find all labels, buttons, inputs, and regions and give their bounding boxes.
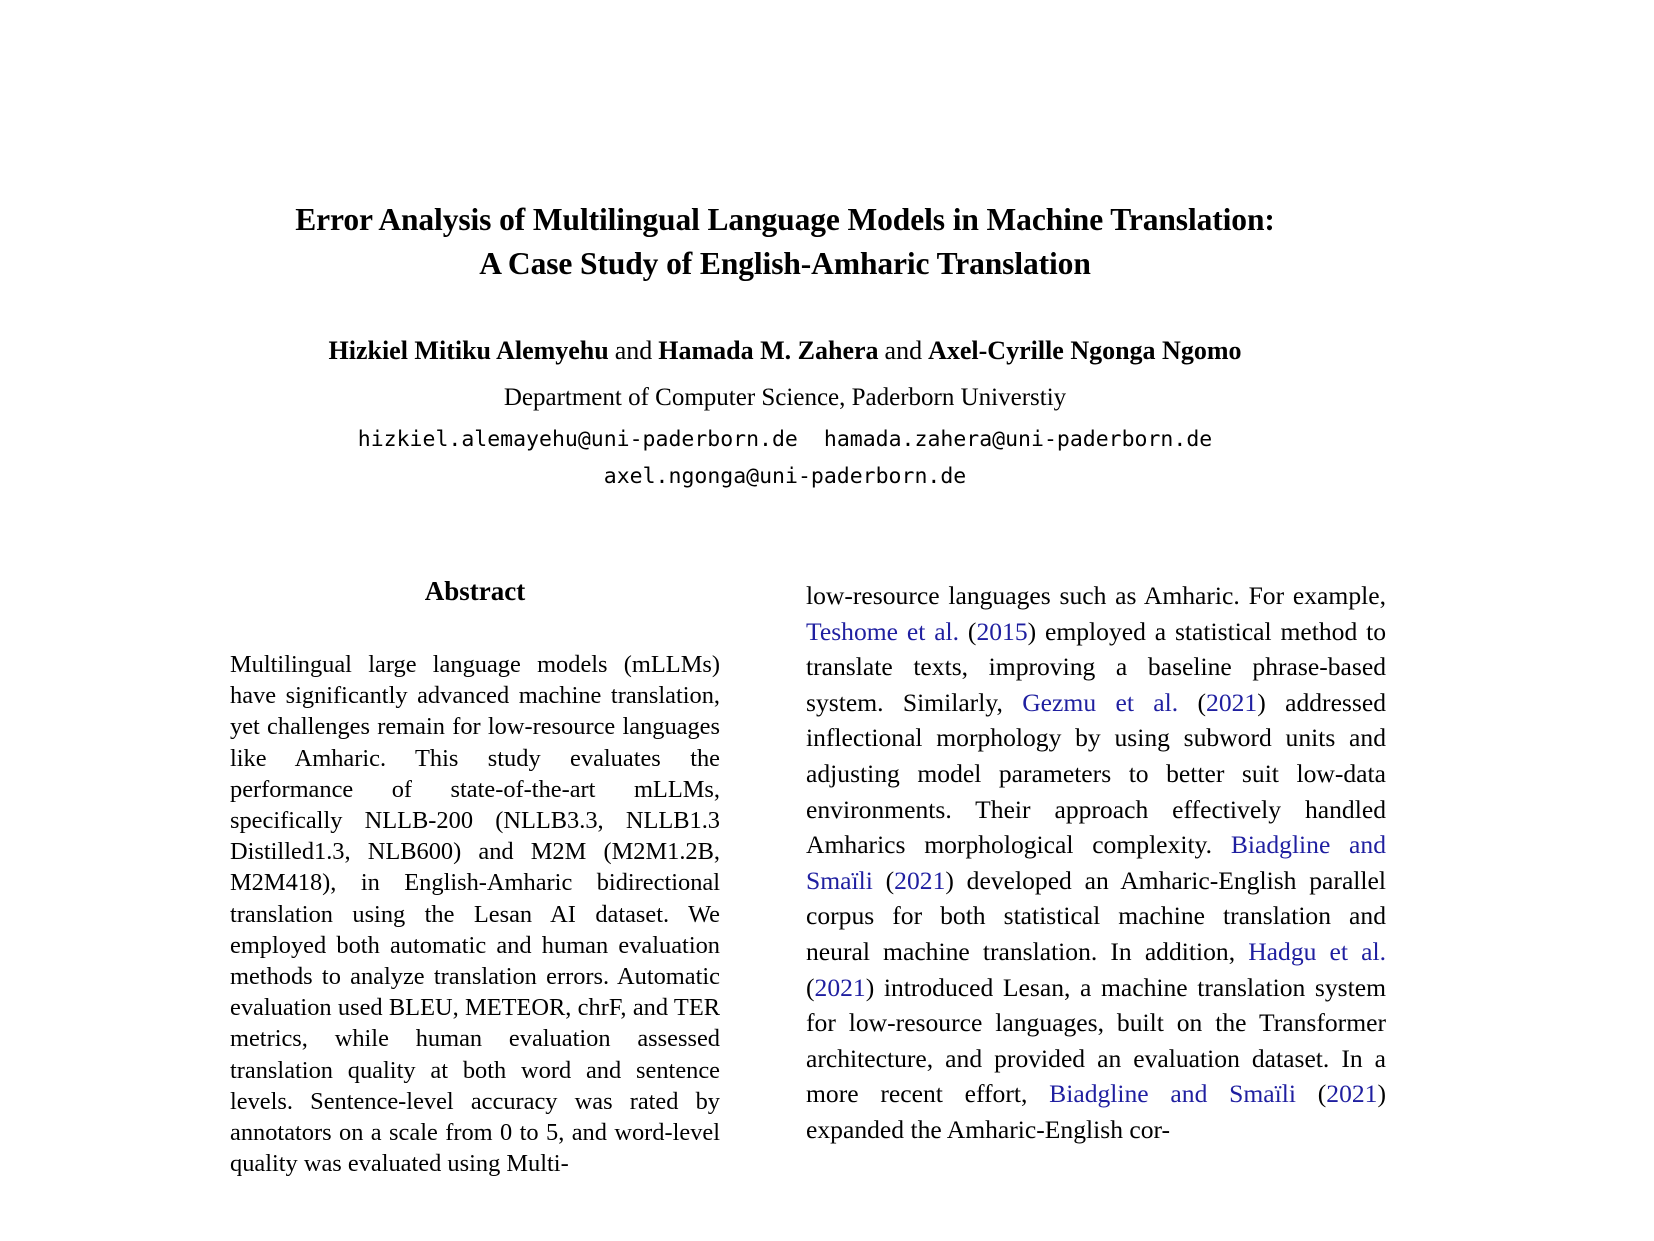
email-row-1 xyxy=(180,422,1390,459)
email-author-1[interactable]: hizkiel.alemayehu@uni-paderborn.de xyxy=(357,427,798,452)
page-title xyxy=(180,198,1390,286)
authors-block xyxy=(180,338,1390,496)
citation-link[interactable]: 2021 xyxy=(814,972,866,1002)
author-separator-2: and xyxy=(884,336,923,365)
citation-link[interactable]: 2021 xyxy=(1326,1079,1378,1109)
citation-link[interactable]: Gezmu et al. xyxy=(1022,687,1179,717)
author-2: Hamada M. Zahera xyxy=(658,336,879,365)
citation-link[interactable]: 2015 xyxy=(976,616,1028,646)
email-block xyxy=(180,422,1390,496)
left-column xyxy=(230,578,720,1241)
citation-link[interactable]: Teshome et al. xyxy=(806,616,960,646)
title-block xyxy=(180,198,1390,286)
title-line-2: A Case Study of English-Amharic Translation xyxy=(479,246,1091,282)
citation-link[interactable]: 2021 xyxy=(894,865,946,895)
email-row-2 xyxy=(180,459,1390,496)
abstract-text: Multilingual large language models (mLLMs) have significantly advanced machine translation, yet challenges remain for low-resource languages like Amharic. This study evaluates the performance of state-of-the-art mLLMs, specifically NLLB-200 (NLLB3.3, NLLB1.3 Distilled1.3, NLB600) and M2M (M2M1.2B, M2M418), in English-Amharic bidirectional translation using the Lesan AI dataset. We employed both automatic and human evaluation methods to analyze translation errors. Automatic evaluation used BLEU, METEOR, chrF, and TER metrics, while human evaluation assessed translation quality at both word and sentence levels. Sentence-level accuracy was rated by annotators on a scale from 0 to 5, and word-level quality was evaluated using Multi- xyxy=(230,651,720,1178)
author-separator-1: and xyxy=(614,336,653,365)
affiliation: Department of Computer Science, Paderborn Universtiy xyxy=(503,384,1067,411)
abstract-heading: Abstract xyxy=(424,578,526,606)
author-1: Hizkiel Mitiku Alemyehu xyxy=(328,336,609,365)
email-author-3[interactable]: axel.ngonga@uni-paderborn.de xyxy=(603,463,967,489)
email-author-2[interactable]: hamada.zahera@uni-paderborn.de xyxy=(823,427,1213,452)
citation-link[interactable]: 2021 xyxy=(1206,687,1258,717)
title-line-1: Error Analysis of Multilingual Language Models in Machine Translation: xyxy=(295,202,1275,237)
author-3: Axel-Cyrille Ngonga Ngomo xyxy=(928,336,1242,365)
body-columns xyxy=(0,578,1654,1241)
citation-link[interactable]: Biadgline and Smaïli xyxy=(806,830,1386,895)
author-list xyxy=(180,338,1390,364)
right-column xyxy=(806,578,1386,1241)
citation-link[interactable]: Biadgline and Smaïli xyxy=(1049,1079,1296,1109)
related-work-text: low-resource languages such as Amharic. For example, Teshome et al. (2015) employed a statistical method to translate texts, improving a baseline phrase-based system. Similarly, Gezmu et al. (2021) addressed inflectional morphology by using subword units and adjusting model parameters to better suit low-data environments. Their approach effectively handled Amharics morphological complexity. Biadgline and Smaïli (2021) developed an Amharic-English parallel corpus for both statistical machine translation and neural machine translation. In addition, Hadgu et al. (2021) introduced Lesan, a machine translation system for low-resource languages, built on the Transformer architecture, and provided an evaluation dataset. In a more recent effort, Biadgline and Smaïli (2021) expanded the Amharic-English cor- xyxy=(806,581,1386,1144)
citation-link[interactable]: Hadgu et al. xyxy=(1248,936,1386,966)
